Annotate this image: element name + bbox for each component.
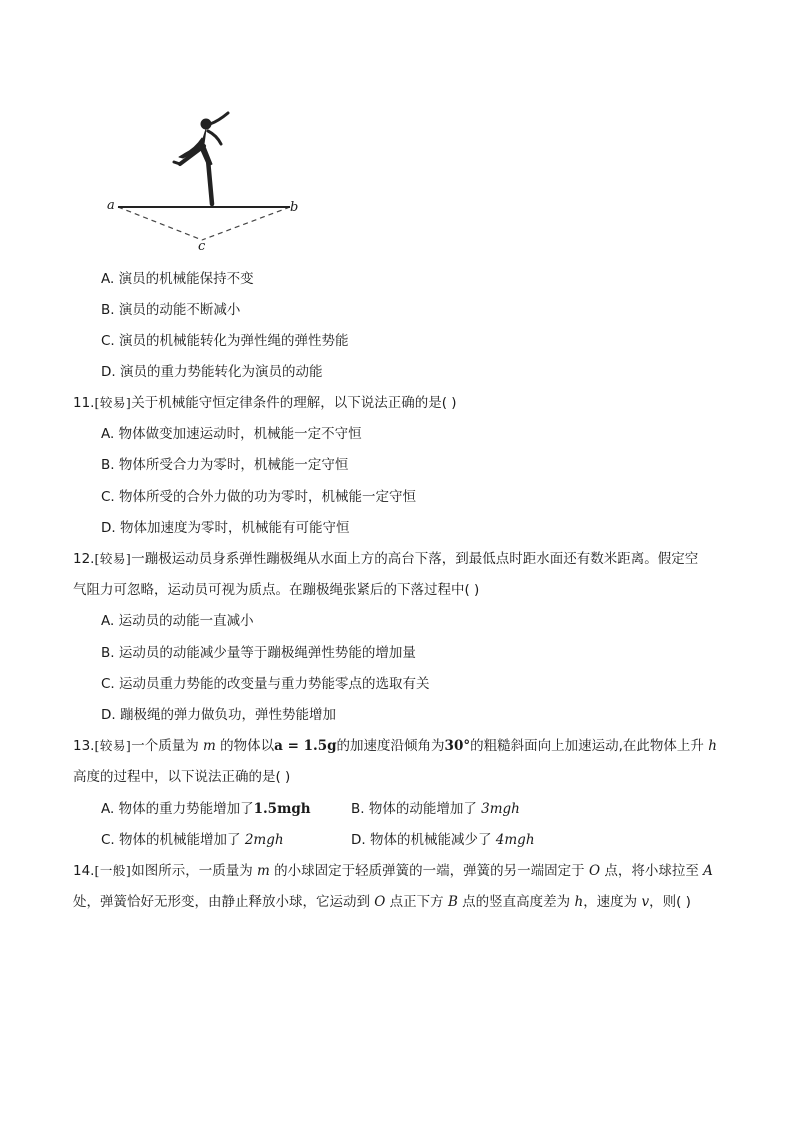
q12-number: 12. — [73, 551, 95, 567]
label-a: a — [107, 198, 115, 213]
q12-difficulty-tag: [较易] — [94, 551, 132, 566]
q13-option-c — [101, 830, 284, 850]
q13-text-2: 的物体以 — [215, 738, 275, 754]
q11-option-c: C. 物体所受的合外力做的功为零时，机械能一定守恒 — [101, 489, 417, 505]
q13-option-c-math: 2mgh — [244, 832, 284, 848]
q13-math-m: m — [203, 738, 216, 754]
dashed-line-ac — [118, 207, 202, 240]
q14-math-v: v — [641, 894, 650, 910]
q13-option-d-math: 4mgh — [495, 832, 535, 848]
q14-text-5: 点正下方 — [385, 894, 448, 910]
q12-option-d: D. 蹦极绳的弹力做负功，弹性势能增加 — [101, 707, 336, 723]
q14-math-m: m — [257, 863, 270, 879]
q13-option-b-text: B. 物体的动能增加了 — [351, 801, 482, 817]
q11-difficulty-tag: [较易] — [94, 395, 132, 410]
figure-rope-performer — [100, 104, 310, 260]
q13-option-a-math: 1.5mgh — [253, 801, 311, 817]
q11-stem-text: 关于机械能守恒定律条件的理解，以下说法正确的是( ) — [131, 395, 457, 411]
q14-math-o2: O — [374, 894, 386, 910]
q13-math-a: a = 1.5g — [274, 738, 337, 754]
q12-option-b: B. 运动员的动能减少量等于蹦极绳弹性势能的增加量 — [101, 645, 416, 661]
q12-option-a: A. 运动员的动能一直减小 — [101, 613, 254, 629]
q14-text-7: ，速度为 — [583, 894, 642, 910]
q13-math-h: h — [708, 738, 717, 754]
q13-option-a — [101, 799, 311, 819]
q14-math-o: O — [588, 863, 601, 879]
q13-text-1: 一个质量为 — [131, 738, 204, 754]
q13-option-b — [351, 799, 520, 819]
q13-option-a-text: A. 物体的重力势能增加了 — [101, 801, 254, 817]
q14-math-a: A — [703, 863, 713, 879]
q12-stem-line1 — [73, 549, 698, 569]
q13-option-d — [351, 830, 535, 850]
q11-option-a: A. 物体做变加速运动时，机械能一定不守恒 — [101, 426, 362, 442]
q10-option-a: A. 演员的机械能保持不变 — [101, 271, 254, 287]
dashed-line-bc — [202, 207, 290, 240]
rope-diagram — [100, 104, 310, 260]
q14-math-b: B — [447, 894, 458, 910]
q14-text-3: 点，将小球拉至 — [600, 863, 704, 879]
q14-stem-line2 — [73, 892, 691, 912]
q14-text-8: ，则( ) — [649, 894, 691, 910]
q13-option-c-text: C. 物体的机械能增加了 — [101, 832, 245, 848]
q13-option-b-math: 3mgh — [481, 801, 520, 817]
q13-difficulty-tag: [较易] — [94, 738, 132, 753]
q11-number: 11. — [73, 395, 95, 411]
q14-text-4: 处，弹簧恰好无形变，由静止释放小球，它运动到 — [73, 894, 375, 910]
q14-stem-line1 — [73, 861, 713, 881]
q13-option-d-text: D. 物体的机械能减少了 — [351, 832, 496, 848]
q11-stem — [73, 393, 457, 413]
q14-text-1: 如图所示，一质量为 — [131, 863, 258, 879]
q14-difficulty-tag: [一般] — [94, 863, 132, 878]
q13-text-3: 的加速度沿倾角为 — [336, 738, 445, 754]
q13-number: 13. — [73, 738, 95, 754]
q10-option-b: B. 演员的动能不断减小 — [101, 302, 241, 318]
q12-option-c: C. 运动员重力势能的改变量与重力势能零点的选取有关 — [101, 676, 430, 692]
q11-option-b: B. 物体所受合力为零时，机械能一定守恒 — [101, 457, 349, 473]
label-c: c — [198, 239, 206, 254]
q10-option-d: D. 演员的重力势能转化为演员的动能 — [101, 364, 323, 380]
performer-silhouette — [174, 113, 228, 204]
label-b: b — [290, 200, 299, 215]
q14-text-6: 点的竖直高度差为 — [457, 894, 575, 910]
q14-math-h: h — [574, 894, 584, 910]
q14-text-2: 的小球固定于轻质弹簧的一端，弹簧的另一端固定于 — [269, 863, 589, 879]
q13-stem-line1 — [73, 736, 717, 756]
q13-math-angle: 30° — [444, 738, 471, 754]
q13-stem-line2: 高度的过程中，以下说法正确的是( ) — [73, 769, 291, 785]
q14-number: 14. — [73, 863, 95, 879]
q13-text-4: 的粗糙斜面向上加速运动,在此物体上升 — [470, 738, 709, 754]
q12-stem-line2: 气阻力可忽略，运动员可视为质点。在蹦极绳张紧后的下落过程中( ) — [73, 582, 480, 598]
q10-option-c: C. 演员的机械能转化为弹性绳的弹性势能 — [101, 333, 349, 349]
q11-option-d: D. 物体加速度为零时，机械能有可能守恒 — [101, 520, 350, 536]
q12-stem-text1: 一蹦极运动员身系弹性蹦极绳从水面上方的高台下落，到最低点时距水面还有数米距离。假定空 — [131, 551, 699, 567]
